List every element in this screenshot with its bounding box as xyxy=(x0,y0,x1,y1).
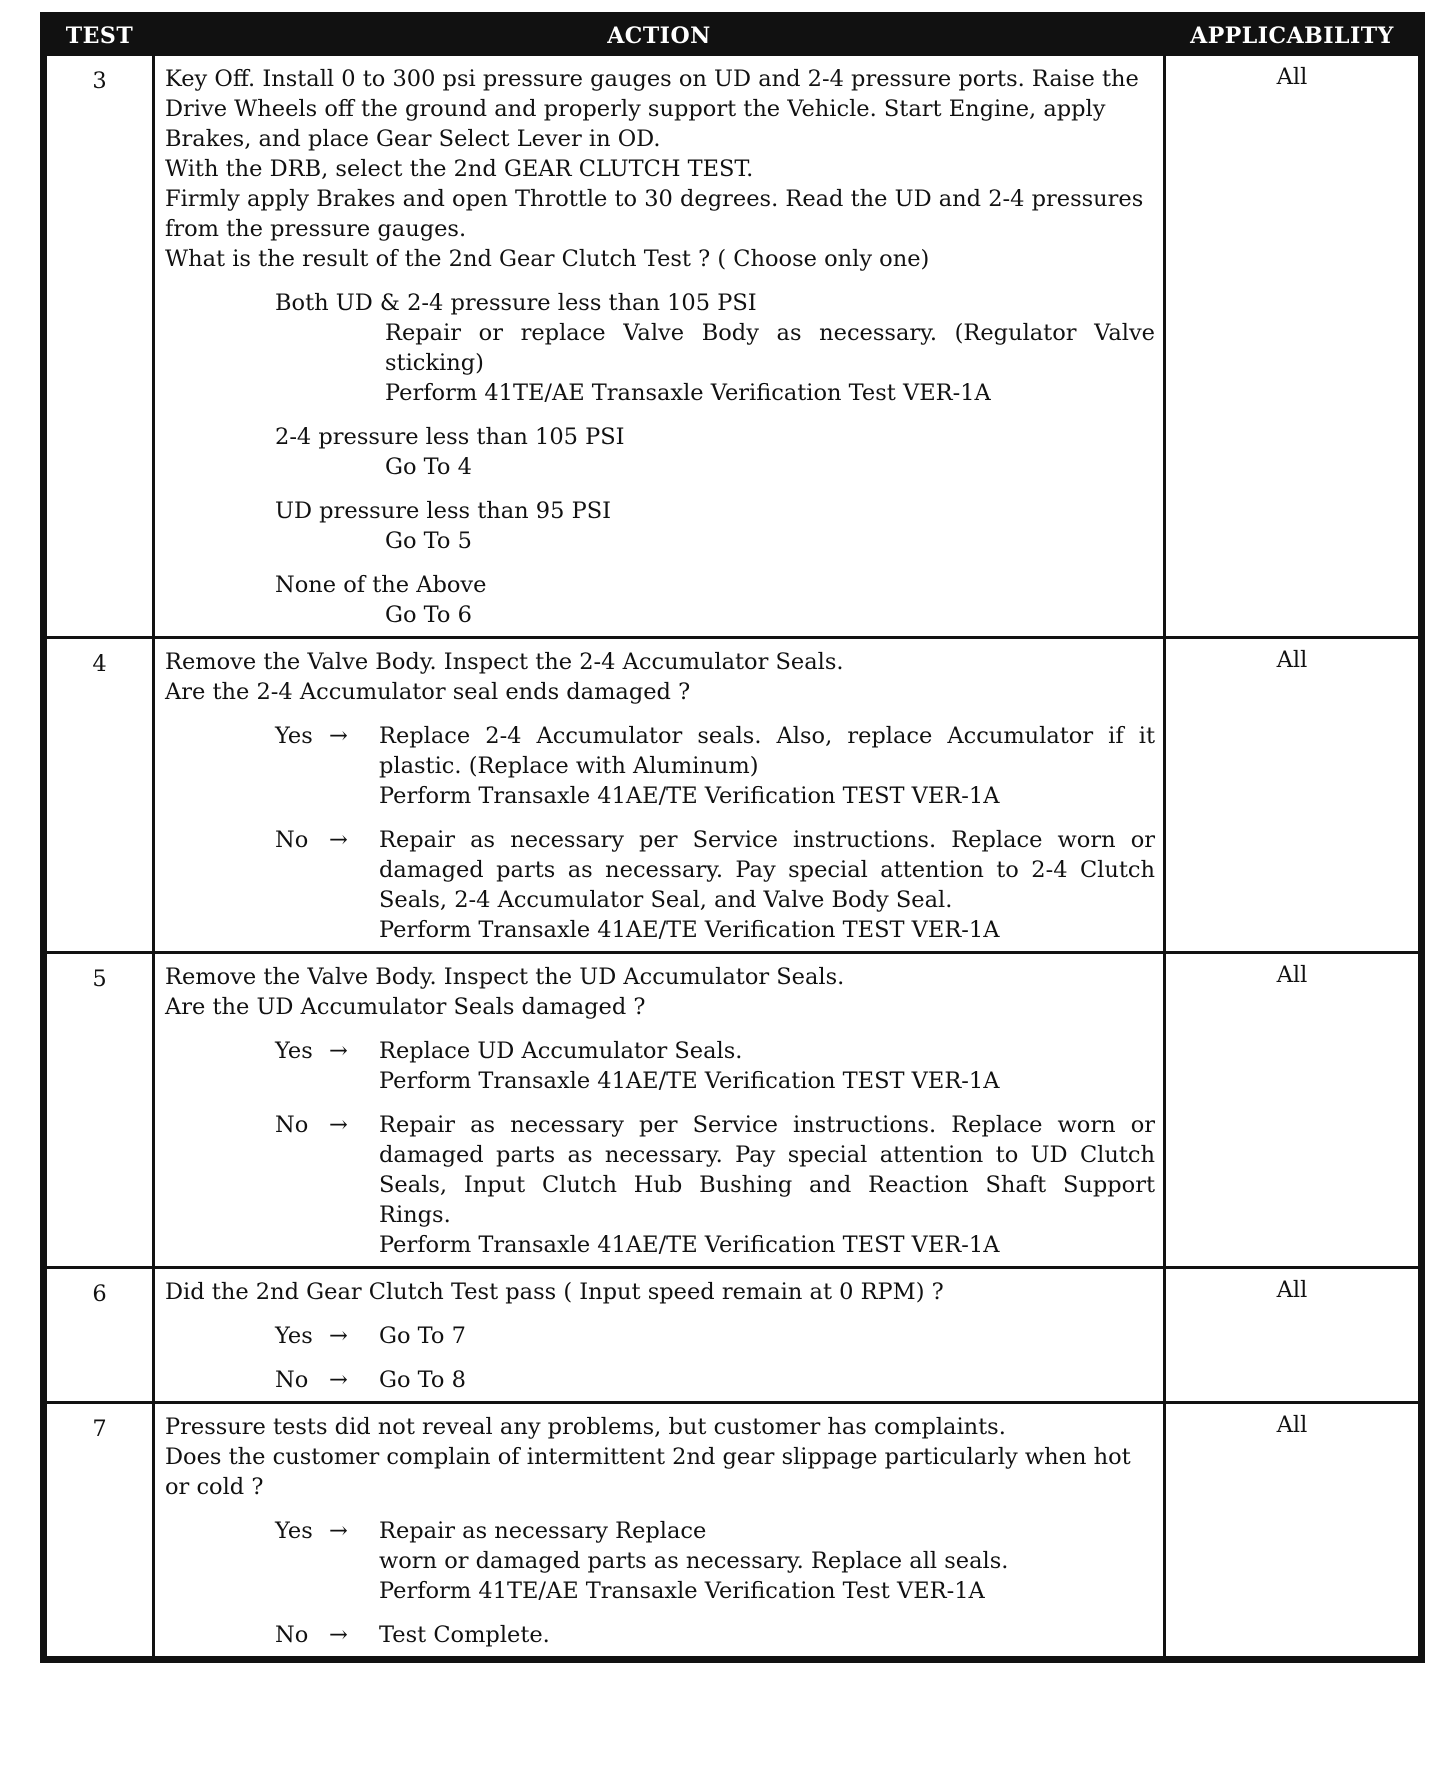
answer-label: No xyxy=(275,1112,309,1138)
result-option xyxy=(275,422,1155,482)
option-result: Repair or replace Valve Body as necessary. (Regulator Valve sticking) xyxy=(385,320,1155,376)
yes-branch xyxy=(275,721,1155,811)
answer-text xyxy=(379,1516,1155,1606)
answer-text xyxy=(379,1365,1155,1395)
test-number: 7 xyxy=(46,1403,154,1658)
option-result: Go To 5 xyxy=(385,528,472,554)
test-number: 5 xyxy=(46,953,154,1268)
applicability-value: All xyxy=(1165,953,1420,1268)
option-condition: 2-4 pressure less than 105 PSI xyxy=(275,424,625,450)
header-test: TEST xyxy=(46,18,154,55)
no-branch xyxy=(275,1110,1155,1260)
no-branch xyxy=(275,1620,1155,1650)
instruction-line: Firmly apply Brakes and open Throttle to 30 degrees. Read the UD and 2-4 pressures from the pressure gauges. xyxy=(165,186,1144,242)
arrow-right-icon: → xyxy=(329,827,348,853)
option-result: Go To 4 xyxy=(385,454,472,480)
arrow-right-icon: → xyxy=(329,1112,348,1138)
test-number: 6 xyxy=(46,1268,154,1403)
answer-line: Repair as necessary per Service instructions. Replace worn or damaged parts as necessary. Pay special attention to UD Clutch Seals, Input Clutch Hub Bushing and Reaction Shaft Support Rings. xyxy=(379,1112,1155,1228)
test-row xyxy=(46,1268,1420,1403)
answer-line: Perform Transaxle 41AE/TE Verification TEST VER-1A xyxy=(379,1232,1000,1258)
answer-line: Repair as necessary Replace xyxy=(379,1518,707,1544)
applicability-value: All xyxy=(1165,55,1420,638)
applicability-value: All xyxy=(1165,1268,1420,1403)
action-cell xyxy=(154,638,1165,953)
action-question xyxy=(165,647,1155,707)
test-number: 4 xyxy=(46,638,154,953)
answer-label: Yes xyxy=(275,723,313,749)
test-number: 3 xyxy=(46,55,154,638)
yes-branch xyxy=(275,1516,1155,1606)
answer-label: Yes xyxy=(275,1323,313,1349)
instruction-line: Are the 2-4 Accumulator seal ends damaged ? xyxy=(165,679,691,705)
result-option xyxy=(275,288,1155,408)
answer-line: Perform Transaxle 41AE/TE Verification TEST VER-1A xyxy=(379,917,1000,943)
arrow-right-icon: → xyxy=(329,1323,348,1349)
instruction-line: Remove the Valve Body. Inspect the UD Accumulator Seals. xyxy=(165,964,845,990)
answer-text xyxy=(379,825,1155,945)
action-cell xyxy=(154,1268,1165,1403)
result-option xyxy=(275,570,1155,630)
answer-label: No xyxy=(275,1367,309,1393)
test-row xyxy=(46,55,1420,638)
action-question xyxy=(165,1412,1155,1502)
answer-line: Replace 2-4 Accumulator seals. Also, replace Accumulator if it plastic. (Replace with Aluminum) xyxy=(379,723,1155,779)
answer-line: Go To 8 xyxy=(379,1367,466,1393)
instruction-line: Are the UD Accumulator Seals damaged ? xyxy=(165,994,646,1020)
result-option xyxy=(275,496,1155,556)
arrow-right-icon: → xyxy=(329,1622,348,1648)
answer-line: Test Complete. xyxy=(379,1622,550,1648)
instruction-line: Did the 2nd Gear Clutch Test pass ( Input speed remain at 0 RPM) ? xyxy=(165,1279,944,1305)
option-condition: UD pressure less than 95 PSI xyxy=(275,498,612,524)
answer-label: Yes xyxy=(275,1518,313,1544)
instruction-line: Pressure tests did not reveal any problems, but customer has complaints. xyxy=(165,1414,1006,1440)
instruction-line: With the DRB, select the 2nd GEAR CLUTCH TEST. xyxy=(165,156,754,182)
yes-branch xyxy=(275,1321,1155,1351)
diagnostic-test-table xyxy=(40,12,1425,1663)
answer-line: Replace UD Accumulator Seals. xyxy=(379,1038,743,1064)
arrow-right-icon: → xyxy=(329,1367,348,1393)
action-question xyxy=(165,64,1155,274)
answer-line: Perform Transaxle 41AE/TE Verification TEST VER-1A xyxy=(379,783,1000,809)
answer-label: No xyxy=(275,1622,309,1648)
option-result: Perform 41TE/AE Transaxle Verification Test VER-1A xyxy=(385,380,991,406)
test-row xyxy=(46,1403,1420,1658)
option-result: Go To 6 xyxy=(385,602,472,628)
option-condition: Both UD & 2-4 pressure less than 105 PSI xyxy=(275,290,757,316)
instruction-line: What is the result of the 2nd Gear Clutch Test ? ( Choose only one) xyxy=(165,246,930,272)
answer-text xyxy=(379,1036,1155,1096)
answer-label: Yes xyxy=(275,1038,313,1064)
answer-line: Perform 41TE/AE Transaxle Verification Test VER-1A xyxy=(379,1578,985,1604)
answer-text xyxy=(379,1110,1155,1260)
action-question xyxy=(165,962,1155,1022)
action-cell xyxy=(154,1403,1165,1658)
action-cell xyxy=(154,953,1165,1268)
no-branch xyxy=(275,825,1155,945)
applicability-value: All xyxy=(1165,638,1420,953)
arrow-right-icon: → xyxy=(329,1038,348,1064)
yes-branch xyxy=(275,1036,1155,1096)
answer-line: Repair as necessary per Service instructions. Replace worn or damaged parts as necessary. Pay special attention to 2-4 Clutch Seals, 2-4 Accumulator Seal, and Valve Body Seal. xyxy=(379,827,1155,913)
answer-text xyxy=(379,1321,1155,1351)
answer-line: Perform Transaxle 41AE/TE Verification TEST VER-1A xyxy=(379,1068,1000,1094)
applicability-value: All xyxy=(1165,1403,1420,1658)
header-action: ACTION xyxy=(154,18,1165,55)
instruction-line: Does the customer complain of intermittent 2nd gear slippage particularly when hot or cold ? xyxy=(165,1444,1131,1500)
arrow-right-icon: → xyxy=(329,723,348,749)
instruction-line: Remove the Valve Body. Inspect the 2-4 Accumulator Seals. xyxy=(165,649,844,675)
answer-label: No xyxy=(275,827,309,853)
test-row xyxy=(46,638,1420,953)
arrow-right-icon: → xyxy=(329,1518,348,1544)
action-cell xyxy=(154,55,1165,638)
instruction-line: Key Off. Install 0 to 300 psi pressure gauges on UD and 2-4 pressure ports. Raise the Drive Wheels off the ground and properly support the Vehicle. Start Engine, apply Brakes, and place Gear Select Lever in OD. xyxy=(165,66,1139,152)
option-condition: None of the Above xyxy=(275,572,487,598)
action-question xyxy=(165,1277,1155,1307)
answer-line: Go To 7 xyxy=(379,1323,466,1349)
answer-text xyxy=(379,721,1155,811)
header-row xyxy=(46,18,1420,55)
no-branch xyxy=(275,1365,1155,1395)
answer-line: worn or damaged parts as necessary. Replace all seals. xyxy=(379,1548,1009,1574)
test-row xyxy=(46,953,1420,1268)
answer-text xyxy=(379,1620,1155,1650)
header-applicability: APPLICABILITY xyxy=(1165,18,1420,55)
